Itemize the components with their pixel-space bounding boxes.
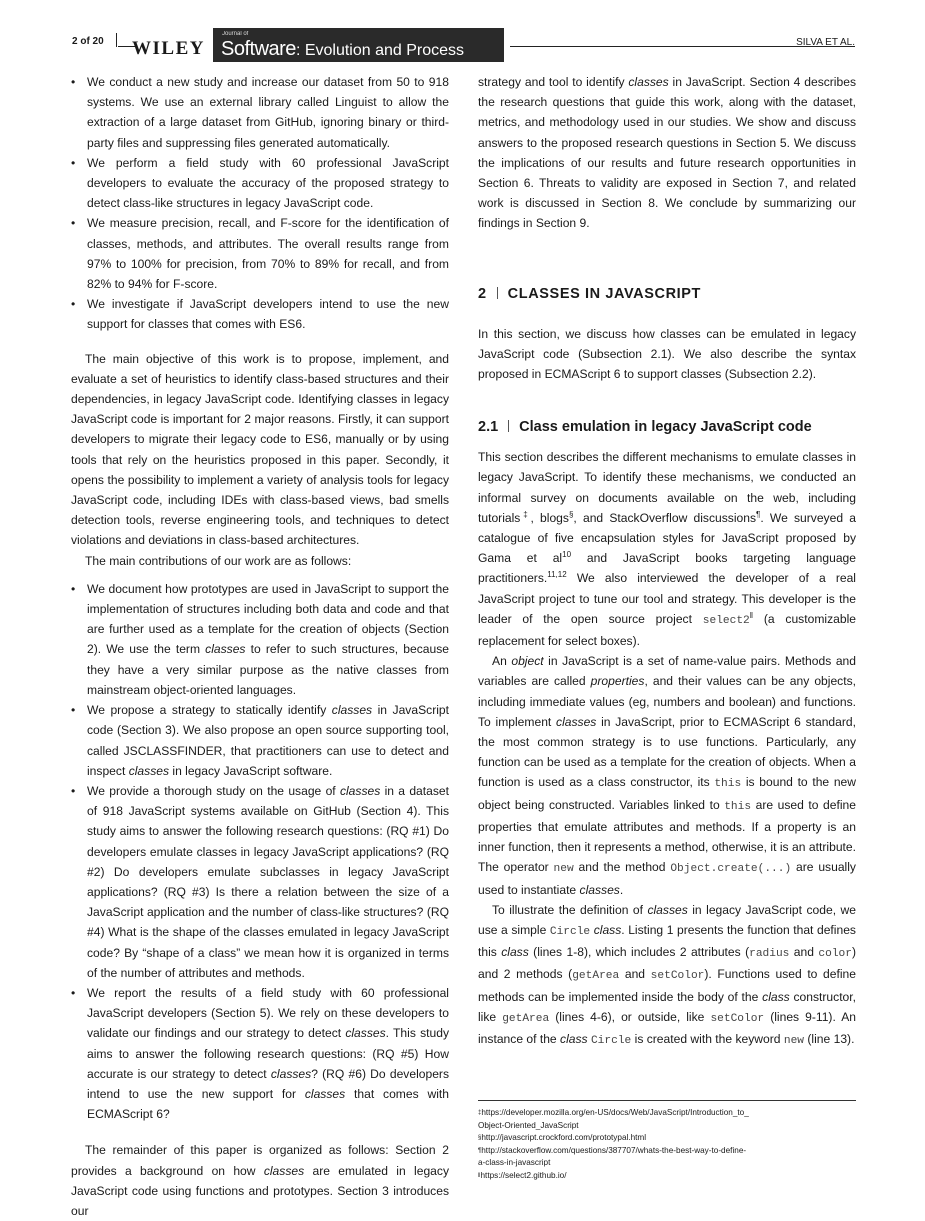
footnote-link[interactable]: https://developer.mozilla.org/en-US/docs/Web/JavaScript/Introduction_to_ bbox=[481, 1108, 749, 1117]
footnote: §http://javascript.crockford.com/prototypal.html bbox=[478, 1133, 647, 1143]
list-item: • We document how prototypes are used in JavaScript to support the implementation of structures including both data and code and that are further used as a template for the creation of objects (Section 2). We use the term classes to refer to such structures, because they have a very similar purpose as the native classes from mainstream object-oriented languages. bbox=[71, 579, 449, 700]
right-column bbox=[478, 72, 856, 1051]
footnote: ¶http://stackoverflow.com/questions/387707/whats-the-best-way-to-define- a-class-in-javascript bbox=[478, 1145, 747, 1168]
paragraph-emulation: This section describes the different mechanisms to emulate classes in legacy JavaScript. To identify these mechanisms, we conducted an informal survey on documents available on the web, including tutorials‡, blogs§, and StackOverflow discussions¶. We surveyed a catalogue of five encapsulation styles for JavaScript proposed by Gama et $al^{10}$ and JavaScript books targeting language practitioners.$^{11,12}$ We also interviewed the developer of a real JavaScript project to tune our tool and strategy. This developer is the leader of the open source project select2‖ (a customizable replacement for select boxes). bbox=[478, 450, 856, 649]
page-number: 2 of 20 bbox=[72, 36, 104, 47]
contributions-list bbox=[71, 579, 449, 1124]
heading-separator bbox=[497, 287, 498, 299]
journal-banner bbox=[213, 28, 504, 62]
section-title: CLASSES IN JAVASCRIPT bbox=[507, 285, 702, 302]
paragraph-contributions-intro: The main contributions of our work are as follows: bbox=[85, 553, 352, 568]
subsection-number: 2.1 bbox=[478, 419, 499, 436]
list-item: • We report the results of a field study with 60 professional JavaScript developers (Section 5). We rely on these developers to validate our findings and our strategy to detect classes. This study aims to answer the following research questions: (RQ #5) How accurate is our strategy to detect classes? (RQ #6) Do developers intend to use the new support for classes that comes with ECMAScript 6? bbox=[71, 983, 449, 1124]
list-item: • We conduct a new study and increase our dataset from 50 to 918 systems. We use an external library called Linguist to allow the extraction of a large dataset from GitHub, ignoring binary or third-party files and suppressing files generated automatically. bbox=[71, 72, 449, 153]
footnotes bbox=[478, 1107, 856, 1183]
list-item: • We investigate if JavaScript developers intend to use the new support for classes that comes with ES6. bbox=[71, 294, 449, 334]
list-item: • We provide a thorough study on the usage of classes in a dataset of 918 JavaScript systems available on GitHub (Section 4). This study aims to answer the following research questions: (RQ #1) Do developers emulate classes in legacy JavaScript applications? (RQ #2) Do developers emulate subclasses in legacy JavaScript applications? (RQ #3) Is there a relation between the size of a JavaScript application and the number of class-like structures? (RQ #4) What is the shape of the classes emulated in legacy JavaScript code? By “shape of a class” we mean how it is organized in terms of the number of attributes and methods. bbox=[71, 781, 449, 983]
list-item: • We propose a strategy to statically identify classes in JavaScript code (Section 3). We also propose an open source supporting tool, called JSCLASSFINDER, that practitioners can use to detect and inspect classes in legacy JavaScript software. bbox=[71, 700, 449, 781]
subsection-heading bbox=[478, 417, 856, 437]
list-item: • We measure precision, recall, and F-score for the identification of classes, methods, and attributes. The overall results range from 97% to 100% for precision, from 70% to 89% for recall, and from 82% to 94% for F-score. bbox=[71, 213, 449, 294]
paragraph-illustration: To illustrate the definition of classes in legacy JavaScript code, we use a simple Circle class. Listing 1 presents the function that defines this class (lines 1-8), which includes 2 attributes (radius and color) and 2 methods (getArea and setColor). Functions used to define methods can be implemented inside the body of the class constructor, like getArea (lines 4-6), or outside, like setColor (lines 9-11). An instance of the class Circle is created with the keyword new (line 13). bbox=[478, 902, 856, 1047]
footnote-rule bbox=[478, 1100, 856, 1101]
heading-separator bbox=[508, 420, 509, 432]
running-authors: SILVA ET AL. bbox=[796, 37, 855, 48]
footnote-link[interactable]: http://stackoverflow.com/questions/387707/whats-the-best-way-to-define- bbox=[481, 1145, 747, 1155]
journal-name: Software bbox=[221, 38, 296, 60]
list-item: • We perform a field study with 60 professional JavaScript developers to evaluate the accuracy of the proposed strategy to detect class-like structures in legacy JavaScript code. bbox=[71, 153, 449, 214]
section-number: 2 bbox=[478, 285, 487, 302]
left-column bbox=[71, 72, 449, 1221]
publisher-logo: WILEY bbox=[132, 38, 205, 59]
journal-subtitle: : Evolution and Process bbox=[295, 42, 465, 59]
footnote: ‡https://developer.mozilla.org/en-US/docs/Web/JavaScript/Introduction_to_ Object-Oriented_JavaScript bbox=[478, 1108, 749, 1130]
new-study-list bbox=[71, 72, 449, 335]
subsection-title: Class emulation in legacy JavaScript code bbox=[519, 419, 812, 436]
footnote: ‖https://select2.github.io/ bbox=[478, 1170, 567, 1180]
footnote-link-cont[interactable]: a-class-in-javascript bbox=[478, 1158, 551, 1168]
paragraph-organization-cont: strategy and tool to identify classes in JavaScript. Section 4 describes the research questions that guide this work, along with the dataset, metrics, and methodology used in our studies. We show and discuss answers to the proposed research questions in Section 5. We discuss the implications of our results and future research opportunities in Section 6. Threats to validity are exposed in Section 7, and related work is discussed in Section 8. We conclude by summarizing our findings in Section 9. bbox=[478, 75, 856, 231]
journal-of-label: Journal of bbox=[222, 31, 249, 37]
footnote-link[interactable]: https://select2.github.io/ bbox=[480, 1170, 567, 1180]
paragraph-main-objective: The main objective of this work is to propose, implement, and evaluate a set of heuristics to identify class-based structures and their dependencies, in legacy JavaScript code. Identifying classes in legacy JavaScript code is important for 2 major reasons. Firstly, it can support developers to migrate their legacy code to ES6, manually or by using tools that rely on the heuristics proposed in this paper. Secondly, it opens the possibility to implement a variety of analysis tools for legacy JavaScript code, including IDEs with class-based views, bad smells detection tools, reverse engineering tools, and techniques to detect violations and deviations in class-based architectures. bbox=[71, 351, 449, 548]
section-heading bbox=[478, 284, 856, 304]
footnote-link[interactable]: http://javascript.crockford.com/prototypal.html bbox=[481, 1133, 647, 1143]
paragraph-organization: The remainder of this paper is organized as follows: Section 2 provides a background on how classes are emulated in legacy JavaScript code using functions and prototypes. Section 3 introduces our bbox=[71, 1143, 449, 1218]
paragraph-object: An object in JavaScript is a set of name-value pairs. Methods and variables are called properties, and their values can be any objects, including immediate values (eg, numbers and boolean) and functions. To implement classes in JavaScript, prior to ECMAScript 6 standard, the most common strategy is to use functions. Particularly, any function can be used as a template for the creation of objects. When a function is used as a class constructor, its this is bound to the new object being constructed. Variables linked to this are used to define properties that emulate attributes and methods. If a property is an inner function, then it represents a method, otherwise, it is an attribute. The operator new and the method Object.create(...) are usually used to instantiate classes. bbox=[478, 654, 857, 897]
page-header bbox=[0, 0, 925, 70]
journal-title bbox=[221, 38, 464, 61]
footnote-link-cont[interactable]: Object-Oriented_JavaScript bbox=[478, 1120, 579, 1130]
header-separator bbox=[116, 33, 117, 47]
section-intro: In this section, we discuss how classes can be emulated in legacy JavaScript code (Subsection 2.1). We also describe the syntax proposed in ECMAScript 6 to support classes (Subsection 2.2). bbox=[478, 326, 856, 382]
